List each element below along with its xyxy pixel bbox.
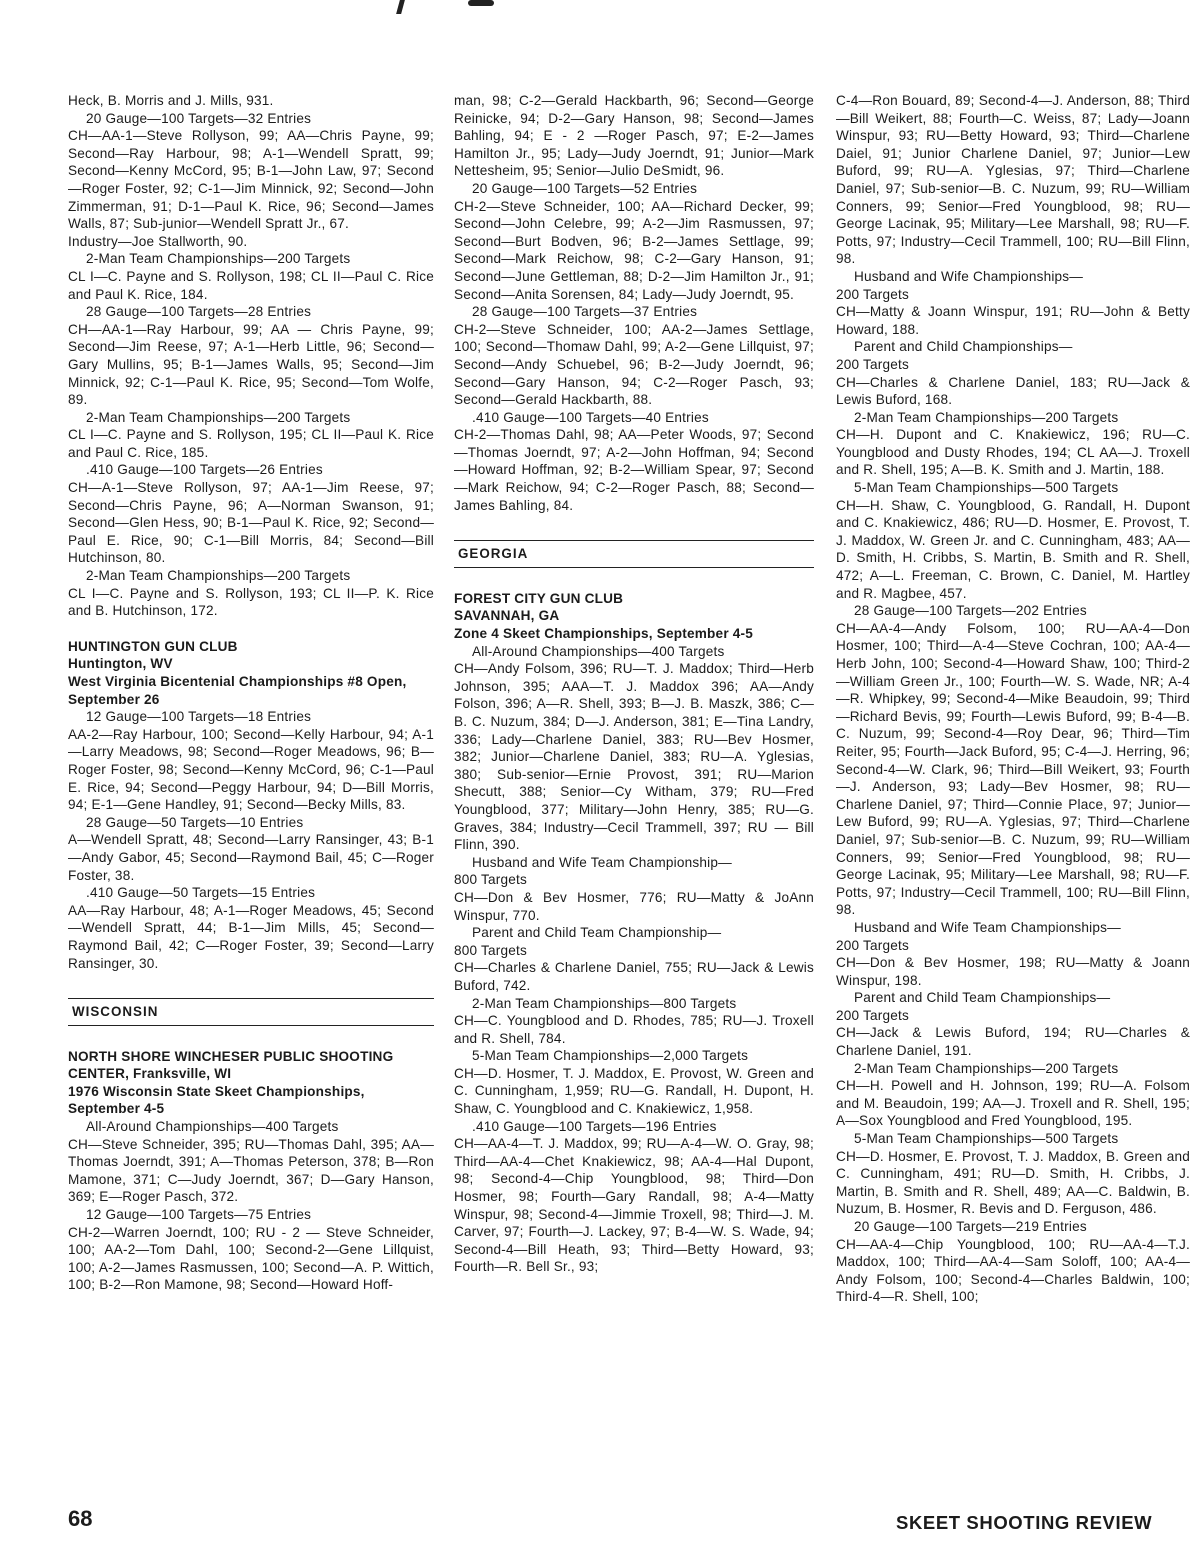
- results-paragraph: CH—Jack & Lewis Buford, 194; RU—Charles & Charlene Daniel, 191.: [836, 1025, 1190, 1059]
- results-paragraph: CH—C. Youngblood and D. Rhodes, 785; RU—J. Troxell and R. Shell, 784.: [454, 1013, 814, 1046]
- results-paragraph: CH—H. Shaw, C. Youngblood, G. Randall, H. Dupont and C. Knakiewicz, 486; RU—D. Hosmer, E. Provost, T. J. Maddox, W. Green Jr. and C. Cunningham, 483; AA—D. Smith, H. Cribbs, S. Martin, B. Smith and R. Shell, 472; A—L. Freeman, C. Brown, C. Daniel, M. Hartley and R. Magbee, 457.: [836, 497, 1190, 601]
- section-divider: [68, 998, 434, 999]
- results-paragraph: CH—Charles & Charlene Daniel, 183; RU—Jack & Lewis Buford, 168.: [836, 374, 1190, 408]
- event-heading: 20 Gauge—100 Targets—32 Entries: [86, 110, 312, 126]
- results-paragraph: CH—AA-4—T. J. Maddox, 99; RU—A-4—W. O. Gray, 98; Third—AA-4—Chet Knakiewicz, 98; AA-4—Hal Dupont, 98; Second-4—Chip Youngblood, 98; Third—Don Hosmer, 98; Fourth—Gary Randall, 98; A-4—Matty Winspur, 98; Second-4—Jimmie Troxell, 98; Third—J. M. Carver, 97; Fourth—J. Lackey, 97; B-4—W. S. Wade, 94; Second-4—Bill Heath, 93; Third—Betty Howard, 93; Fourth—R. Bell Sr., 93;: [454, 1136, 814, 1275]
- results-paragraph: AA-2—Ray Harbour, 100; Second—Kelly Harbour, 94; A-1—Larry Meadows, 98; Second—Roger Meadows, 96; B—Roger Foster, 98; Second—Kenny McCord, 96; C-1—Paul E. Rice, 94; Second—Peggy Harbour, 94; D—Bill Morris, 94; E-1—Gene Handley, 91; Second—Becky Mills, 83.: [68, 726, 434, 813]
- state-heading: WISCONSIN: [68, 1001, 434, 1026]
- results-paragraph: CH—Steve Schneider, 395; RU—Thomas Dahl, 395; AA—Thomas Joerndt, 391; A—Thomas Peterson, 378; B—Ron Mamone, 371; C—Judy Joerndt, 367; D—Gary Hanson, 369; E—Roger Pasch, 372.: [68, 1136, 434, 1205]
- event-heading: Parent and Child Team Championships—: [854, 990, 1111, 1006]
- results-paragraph: 800 Targets: [454, 872, 527, 888]
- results-paragraph: CH—Don & Bev Hosmer, 198; RU—Matty & Joann Winspur, 198.: [836, 955, 1190, 988]
- results-paragraph: CH—Charles & Charlene Daniel, 755; RU—Jack & Lewis Buford, 742.: [454, 960, 814, 993]
- event-heading: .410 Gauge—100 Targets—196 Entries: [472, 1118, 717, 1134]
- results-paragraph: CH—D. Hosmer, T. J. Maddox, E. Provost, W. Green and C. Cunningham, 1,959; RU—G. Randall, H. Dupont, H. Shaw, C. Youngblood and C. Knakiewicz, 1,958.: [454, 1065, 814, 1117]
- event-heading: Parent and Child Team Championship—: [472, 925, 722, 941]
- event-heading: 2-Man Team Championships—200 Targets: [86, 251, 351, 267]
- page-number: 68: [68, 1506, 93, 1531]
- results-paragraph: CH—AA-4—Andy Folsom, 100; RU—AA-4—Don Hosmer, 100; Third—A-4—Steve Cochran, 100; AA-4—Herb John, 100; Second-4—Howard Shaw, 100; Third-2—William Green Jr., 100; Fourth—W. S. Wade, NR; A-4—R. Whipkey, 99; Second-4—Mike Beaudoin, 99; Third—Richard Bevis, 99; Fourth—Lewis Buford, 99; B-4—B. C. Nuzum, 99; Second-4—Roy Dear, 96; Third—Tim Reiter, 95; Fourth—Jack Buford, 95; C-4—J. Herring, 96; Second-4—W. Clark, 96; Third—Bill Weikert, 93; Fourth—J. Anderson, 93; Lady—Bev Hosmer, 98; RU—Charlene Daniel, 97; Third—Connie Place, 97; Junior—Lew Buford, 99; RU—A. Yglesias, 97; Third—Charlene Daniel, 97; Sub-senior—B. C. Nuzum, 99; RU—William Conners, 99; Senior—Fred Youngblood, 98; RU—George Lacinak, 95; Military—Lee Marshall, 98; RU—F. Potts, 97; Industry—Cecil Trammell, 100; RU—Bill Flinn, 98.: [836, 620, 1190, 918]
- publication-title: SKEET SHOOTING REVIEW: [896, 1512, 1153, 1533]
- club-heading: FOREST CITY GUN CLUB: [454, 590, 624, 606]
- event-heading: 2-Man Team Championships—200 Targets: [854, 409, 1119, 425]
- results-paragraph: CH-2—Steve Schneider, 100; AA—Richard Decker, 99; Second—John Celebre, 99; A-2—Jim Rasmussen, 97; Second—Burt Bodven, 96; B-2—James Settlage, 99; Second—Mark Reichow, 98; C-2—Gary Hanson, 91; Second—June Gettleman, 88; D-2—Jim Hamilton Jr., 91; Second—Anita Sorensen, 84; Lady—Judy Joerndt, 95.: [454, 198, 814, 302]
- event-heading: 28 Gauge—100 Targets—28 Entries: [86, 304, 312, 320]
- event-heading: 2-Man Team Championships—800 Targets: [472, 995, 737, 1011]
- state-heading: GEORGIA: [454, 543, 814, 568]
- results-paragraph: CH—AA-1—Steve Rollyson, 99; AA—Chris Payne, 99; Second—Ray Harbour, 98; A-1—Wendell Spratt, 99; Second—Kenny McCord, 95; B-1—John Law, 97; Second—Roger Foster, 92; C-1—Jim Minnick, 92; Second—John Zimmerman, 91; D-1—Paul K. Rice, 96; Second—James Walls, 87; Sub-junior—Wendell Spratt Jr., 67.: [68, 128, 434, 232]
- results-paragraph: A—Wendell Spratt, 48; Second—Larry Ransinger, 43; B-1—Andy Gabor, 45; Second—Raymond Bail, 45; C—Roger Foster, 38.: [68, 832, 434, 883]
- event-heading: 20 Gauge—100 Targets—219 Entries: [854, 1219, 1087, 1234]
- event-heading: 5-Man Team Championships—500 Targets: [854, 480, 1119, 496]
- results-paragraph: CH—AA-1—Ray Harbour, 99; AA — Chris Payne, 99; Second—Jim Reese, 97; A-1—Herb Little, 96; Second—Gary Mullins, 95; B-1—James Walls, 95; Second—Jim Minnick, 92; C-1—Paul K. Rice, 95; Second—Tom Wolfe, 89.: [68, 321, 434, 408]
- results-paragraph: CH—Andy Folsom, 396; RU—T. J. Maddox; Third—Herb Johnson, 395; AAA—T. J. Maddox 396; AA—Andy Folson, 396; A—R. Shell, 393; B—J. B. Maszk, 386; C—B. C. Nuzum, 384; D—J. Anderson, 381; E—Tina Landry, 336; Lady—Charlene Daniel, 383; RU—Bev Hosmer, 382; Junior—Charlene Daniel, 383; RU—A. Yglesias, 380; Sub-senior—Ernie Provost, 391; RU—Marion Shecutt, 388; Senior—Cy Witham, 379; RU—Fred Youngblood, 377; Military—John Henry, 385; RU—G. Graves, 384; Industry—Cecil Trammell, 397; RU — Bill Flinn, 390.: [454, 661, 814, 853]
- club-heading: SAVANNAH, GA: [454, 608, 560, 624]
- event-heading: 20 Gauge—100 Targets—52 Entries: [472, 180, 698, 196]
- club-heading: West Virginia Bicentenial Championships #8 Open, September 26: [68, 674, 407, 707]
- club-heading: Zone 4 Skeet Championships, September 4-5: [454, 626, 754, 642]
- scan-mark: [396, 0, 405, 14]
- results-paragraph: CL I—C. Payne and S. Rollyson, 198; CL II—Paul C. Rice and Paul K. Rice, 184.: [68, 268, 434, 302]
- event-heading: 28 Gauge—50 Targets—10 Entries: [86, 814, 304, 830]
- club-heading: Huntington, WV: [68, 656, 173, 672]
- event-heading: 28 Gauge—100 Targets—202 Entries: [854, 603, 1087, 619]
- results-paragraph: CH-2—Warren Joerndt, 100; RU - 2 — Steve Schneider, 100; AA-2—Tom Dahl, 100; Second-2—Gene Lillquist, 100; A-2—James Rasmussen, 100; Second—A. P. Wittich, 100; B-2—Ron Mamone, 98; Second—Howard Hoff-: [68, 1224, 434, 1293]
- section-spacer: [68, 620, 434, 638]
- event-heading: .410 Gauge—50 Targets—15 Entries: [86, 885, 316, 901]
- event-heading: 12 Gauge—100 Targets—18 Entries: [86, 709, 312, 725]
- results-paragraph: 200 Targets: [836, 1007, 909, 1023]
- results-paragraph: 200 Targets: [836, 356, 909, 372]
- scan-mark: [468, 0, 494, 6]
- results-paragraph: CH—D. Hosmer, E. Provost, T. J. Maddox, B. Green and C. Cunningham, 491; RU—D. Smith, H. Cribbs, J. Martin, B. Smith and R. Shell, 489; AA—C. Baldwin, B. Nuzum, B. Hosmer, R. Bevis and D. Ferguson, 486.: [836, 1148, 1190, 1217]
- event-heading: 2-Man Team Championships—200 Targets: [86, 409, 351, 425]
- event-heading: 12 Gauge—100 Targets—75 Entries: [86, 1207, 312, 1223]
- column-1: [68, 92, 434, 1492]
- results-paragraph: man, 98; C-2—Gerald Hackbarth, 96; Second—George Reinicke, 94; D-2—Gary Hanson, 98; Second—James Bahling, 94; E - 2 —Roger Pasch, 97; E-2—James Hamilton Jr., 95; Lady—Judy Joerndt, 91; Junior—Mark Nettesheim, 95; Senior—Julio DeSmidt, 96.: [454, 93, 814, 179]
- event-heading: All-Around Championships—400 Targets: [86, 1119, 339, 1135]
- event-heading: 2-Man Team Championships—200 Targets: [86, 568, 351, 584]
- results-paragraph: AA—Ray Harbour, 48; A-1—Roger Meadows, 45; Second—Wendell Spratt, 44; B-1—Jim Mills, 45; Second—Raymond Bail, 42; C—Roger Foster, 39; Second—Larry Ransinger, 30.: [68, 902, 434, 971]
- event-heading: Parent and Child Championships—: [854, 339, 1073, 355]
- results-paragraph: CH-2—Thomas Dahl, 98; AA—Peter Woods, 97; Second—Thomas Joerndt, 97; A-2—John Hoffman, 94; Second—Howard Hoffman, 92; B-2—William Spear, 97; Second—Mark Reichow, 94; C-2—Roger Pasch, 88; Second—James Bahling, 84.: [454, 427, 814, 513]
- results-paragraph: CH—Don & Bev Hosmer, 776; RU—Matty & JoAnn Winspur, 770.: [454, 889, 814, 923]
- results-paragraph: CL I—C. Payne and S. Rollyson, 195; CL II—Paul K. Rice and Paul C. Rice, 185.: [68, 427, 434, 460]
- section-divider: [454, 540, 814, 541]
- column-3: [836, 92, 1190, 1492]
- column-2: [454, 92, 814, 1492]
- results-paragraph: CH—H. Powell and H. Johnson, 199; RU—A. Folsom and M. Beaudoin, 199; AA—J. Troxell and R. Shell, 195; A—Sox Youngblood and Fred Youngblood, 195.: [836, 1078, 1190, 1129]
- results-paragraph: CH—A-1—Steve Rollyson, 97; AA-1—Jim Reese, 97; Second—Chris Payne, 96; A—Norman Swanson, 91; Second—Glen Hess, 90; B-1—Paul K. Rice, 92; Second—Paul E. Rice, 90; C-1—Bill Morris, 84; Second—Bill Hutchinson, 80.: [68, 480, 434, 566]
- results-paragraph: CH—Matty & Joann Winspur, 191; RU—John & Betty Howard, 188.: [836, 304, 1190, 337]
- event-heading: Husband and Wife Championships—: [854, 268, 1084, 284]
- club-heading: 1976 Wisconsin State Skeet Championships, September 4-5: [68, 1083, 365, 1117]
- event-heading: All-Around Championships—400 Targets: [472, 643, 725, 659]
- event-heading: 5-Man Team Championships—2,000 Targets: [472, 1048, 749, 1064]
- results-paragraph: CH—AA-4—Chip Youngblood, 100; RU—AA-4—T.J. Maddox, 100; Third—AA-4—Sam Soloff, 100; AA-4—Andy Folsom, 100; Second-4—Charles Baldwin, 100; Third-4—R. Shell, 100;: [836, 1236, 1190, 1305]
- results-paragraph: CH-2—Steve Schneider, 100; AA-2—James Settlage, 100; Second—Thomaw Dahl, 99; A-2—Gene Lillquist, 97; Second—Andy Schuebel, 96; B-2—Judy Joerndt, 96; Second—Gary Hanson, 94; C-2—Roger Pasch, 93; Second—Gerald Hackbarth, 88.: [454, 321, 814, 408]
- event-heading: Husband and Wife Team Championship—: [472, 854, 732, 870]
- club-heading: NORTH SHORE WINCHESER PUBLIC SHOOTING CENTER, Franksville, WI: [68, 1048, 394, 1082]
- results-paragraph: CH—H. Dupont and C. Knakiewicz, 196; RU—C. Youngblood and Dusty Rhodes, 194; CL AA—J. Troxell and R. Shell, 195; A—B. K. Smith and J. Martin, 188.: [836, 427, 1190, 478]
- event-heading: 5-Man Team Championships—500 Targets: [854, 1131, 1119, 1147]
- results-paragraph: Heck, B. Morris and J. Mills, 931.: [68, 93, 274, 108]
- event-heading: .410 Gauge—100 Targets—26 Entries: [86, 462, 323, 478]
- event-heading: Husband and Wife Team Championships—: [854, 919, 1121, 935]
- event-heading: 28 Gauge—100 Targets—37 Entries: [472, 304, 698, 320]
- results-paragraph: 200 Targets: [836, 286, 909, 302]
- results-paragraph: 200 Targets: [836, 937, 909, 953]
- club-heading: HUNTINGTON GUN CLUB: [68, 638, 238, 654]
- results-paragraph: CL I—C. Payne and S. Rollyson, 193; CL II—P. K. Rice and B. Hutchinson, 172.: [68, 585, 434, 619]
- results-paragraph: C-4—Ron Bouard, 89; Second-4—J. Anderson, 88; Third—Bill Weikert, 88; Fourth—C. Weiss, 87; Lady—Joann Winspur, 93; RU—Betty Howard, 93; Third—Charlene Daiel, 91; Junior Charlene Daniel, 97; Junior—Lew Buford, 99; RU—A. Yglesias, 97; Third—Charlene Daniel, 97; Sub-senior—B. C. Nuzum, 99; RU—William Conners, 99; Senior—Fred Youngblood, 98; RU—George Lacinak, 95; Military—Lee Marshall, 98; RU—F. Potts, 97; Industry—Cecil Trammell, 100; RU—Bill Flinn, 98.: [836, 93, 1190, 267]
- results-paragraph: Industry—Joe Stallworth, 90.: [68, 233, 248, 249]
- event-heading: .410 Gauge—100 Targets—40 Entries: [472, 409, 709, 425]
- results-paragraph: 800 Targets: [454, 942, 527, 958]
- event-heading: 2-Man Team Championships—200 Targets: [854, 1060, 1119, 1076]
